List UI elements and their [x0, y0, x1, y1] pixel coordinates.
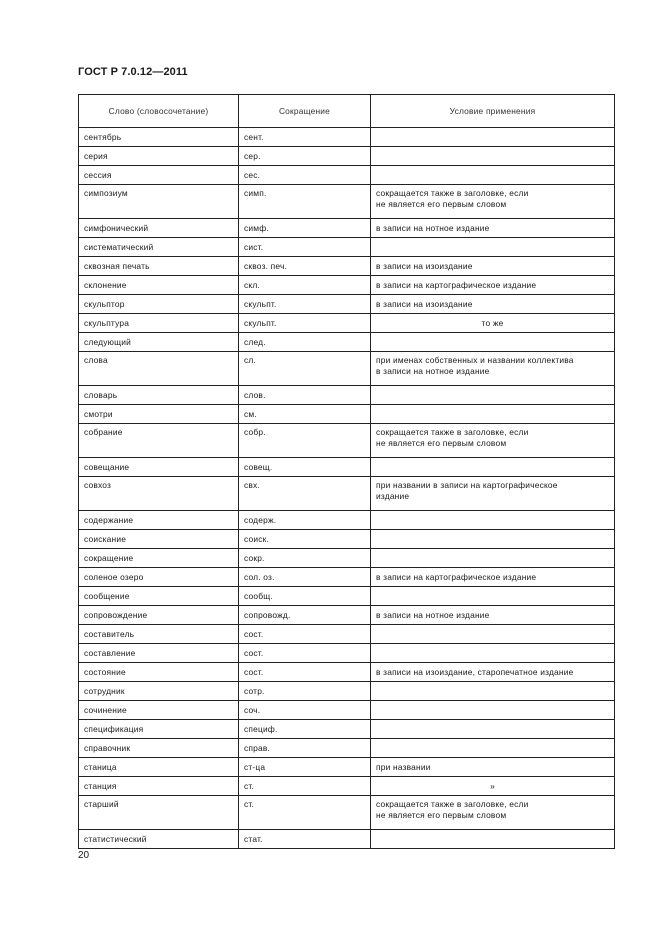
table-row — [79, 257, 615, 276]
table-row — [79, 147, 615, 166]
cell-condition — [371, 511, 615, 530]
table-header-row — [79, 95, 615, 128]
cell-condition — [371, 458, 615, 477]
cell-abbreviation: сист. — [239, 238, 371, 257]
table-row — [79, 386, 615, 405]
cell-abbreviation: скульпт. — [239, 314, 371, 333]
cell-condition: при названии — [371, 758, 615, 777]
cell-condition — [371, 830, 615, 849]
cell-word: смотри — [79, 405, 239, 424]
table-row — [79, 477, 615, 511]
cell-condition — [371, 386, 615, 405]
cell-condition: то же — [371, 314, 615, 333]
table-row — [79, 587, 615, 606]
table-row — [79, 720, 615, 739]
cell-word: склонение — [79, 276, 239, 295]
cell-condition: в записи на изоиздание — [371, 295, 615, 314]
cell-word: симпозиум — [79, 185, 239, 219]
cell-word: сопровождение — [79, 606, 239, 625]
cell-condition: в записи на нотное издание — [371, 606, 615, 625]
table-row — [79, 758, 615, 777]
table-row — [79, 549, 615, 568]
cell-word: спецификация — [79, 720, 239, 739]
cell-abbreviation: справ. — [239, 739, 371, 758]
cell-condition: в записи на картографическое издание — [371, 276, 615, 295]
cell-word: состояние — [79, 663, 239, 682]
table-row — [79, 166, 615, 185]
cell-condition — [371, 128, 615, 147]
table-row — [79, 644, 615, 663]
cell-word: соленое озеро — [79, 568, 239, 587]
table-row — [79, 682, 615, 701]
table-row — [79, 830, 615, 849]
cell-abbreviation: ст. — [239, 777, 371, 796]
table-row — [79, 739, 615, 758]
cell-condition — [371, 405, 615, 424]
cell-word: сообщение — [79, 587, 239, 606]
cell-word: справочник — [79, 739, 239, 758]
cell-word: сотрудник — [79, 682, 239, 701]
table-row — [79, 276, 615, 295]
table-row — [79, 625, 615, 644]
cell-condition — [371, 644, 615, 663]
cell-condition: » — [371, 777, 615, 796]
cell-abbreviation: симф. — [239, 219, 371, 238]
table-row — [79, 606, 615, 625]
cell-word: составитель — [79, 625, 239, 644]
cell-condition — [371, 625, 615, 644]
cell-condition: в записи на картографическое издание — [371, 568, 615, 587]
table-row — [79, 128, 615, 147]
cell-abbreviation: соч. — [239, 701, 371, 720]
table-row — [79, 777, 615, 796]
cell-condition: в записи на изоиздание, старопечатное издание — [371, 663, 615, 682]
cell-word: сентябрь — [79, 128, 239, 147]
cell-word: сочинение — [79, 701, 239, 720]
cell-word: станица — [79, 758, 239, 777]
table-row — [79, 701, 615, 720]
table-row — [79, 663, 615, 682]
table-row — [79, 405, 615, 424]
cell-condition: в записи на нотное издание — [371, 219, 615, 238]
table-row — [79, 568, 615, 587]
cell-abbreviation: стат. — [239, 830, 371, 849]
cell-word: содержание — [79, 511, 239, 530]
cell-word: совещание — [79, 458, 239, 477]
cell-abbreviation: собр. — [239, 424, 371, 458]
cell-condition: сокращается также в заголовке, если не является его первым словом — [371, 796, 615, 830]
table-row — [79, 314, 615, 333]
cell-word: сокращение — [79, 549, 239, 568]
cell-condition: сокращается также в заголовке, если не является его первым словом — [371, 185, 615, 219]
cell-abbreviation: сес. — [239, 166, 371, 185]
cell-abbreviation: слов. — [239, 386, 371, 405]
cell-condition — [371, 238, 615, 257]
cell-abbreviation: скульпт. — [239, 295, 371, 314]
cell-word: скульптор — [79, 295, 239, 314]
cell-word: серия — [79, 147, 239, 166]
table-row — [79, 295, 615, 314]
cell-word: станция — [79, 777, 239, 796]
cell-abbreviation: скл. — [239, 276, 371, 295]
cell-word: систематический — [79, 238, 239, 257]
table-row — [79, 333, 615, 352]
cell-condition — [371, 530, 615, 549]
table-row — [79, 238, 615, 257]
cell-word: сквозная печать — [79, 257, 239, 276]
cell-abbreviation: ст-ца — [239, 758, 371, 777]
cell-word: старший — [79, 796, 239, 830]
cell-word: симфонический — [79, 219, 239, 238]
table-row — [79, 530, 615, 549]
cell-abbreviation: см. — [239, 405, 371, 424]
cell-condition — [371, 147, 615, 166]
table-row — [79, 352, 615, 386]
document-title: ГОСТ Р 7.0.12—2011 — [78, 66, 188, 78]
cell-abbreviation: свх. — [239, 477, 371, 511]
cell-word: соискание — [79, 530, 239, 549]
table-row — [79, 219, 615, 238]
cell-abbreviation: сквоз. печ. — [239, 257, 371, 276]
table-row — [79, 796, 615, 830]
cell-abbreviation: сол. оз. — [239, 568, 371, 587]
cell-abbreviation: специф. — [239, 720, 371, 739]
cell-abbreviation: содерж. — [239, 511, 371, 530]
cell-abbreviation: сопровожд. — [239, 606, 371, 625]
column-header-abbreviation: Сокращение — [239, 95, 371, 128]
cell-word: собрание — [79, 424, 239, 458]
cell-abbreviation: сокр. — [239, 549, 371, 568]
abbreviations-table — [78, 94, 615, 849]
cell-condition: сокращается также в заголовке, если не является его первым словом — [371, 424, 615, 458]
cell-abbreviation: ст. — [239, 796, 371, 830]
cell-condition — [371, 587, 615, 606]
table-row — [79, 511, 615, 530]
cell-condition — [371, 720, 615, 739]
table-row — [79, 185, 615, 219]
cell-word: слова — [79, 352, 239, 386]
cell-abbreviation: сообщ. — [239, 587, 371, 606]
cell-condition — [371, 166, 615, 185]
cell-abbreviation: сост. — [239, 625, 371, 644]
cell-condition: в записи на изоиздание — [371, 257, 615, 276]
cell-word: статистический — [79, 830, 239, 849]
cell-word: совхоз — [79, 477, 239, 511]
column-header-word: Слово (словосочетание) — [79, 95, 239, 128]
cell-word: скульптура — [79, 314, 239, 333]
cell-word: следующий — [79, 333, 239, 352]
cell-abbreviation: сл. — [239, 352, 371, 386]
cell-abbreviation: сост. — [239, 663, 371, 682]
cell-condition — [371, 682, 615, 701]
cell-abbreviation: совещ. — [239, 458, 371, 477]
cell-abbreviation: сер. — [239, 147, 371, 166]
cell-abbreviation: сотр. — [239, 682, 371, 701]
cell-condition: при названии в записи на картографическое издание — [371, 477, 615, 511]
cell-condition — [371, 333, 615, 352]
cell-word: сессия — [79, 166, 239, 185]
column-header-condition: Условие применения — [371, 95, 615, 128]
table-row — [79, 458, 615, 477]
cell-abbreviation: след. — [239, 333, 371, 352]
table-body — [79, 128, 615, 849]
cell-abbreviation: сост. — [239, 644, 371, 663]
table-row — [79, 424, 615, 458]
cell-word: словарь — [79, 386, 239, 405]
cell-abbreviation: симп. — [239, 185, 371, 219]
cell-condition — [371, 739, 615, 758]
page-number: 20 — [78, 850, 90, 861]
cell-word: составление — [79, 644, 239, 663]
cell-condition — [371, 701, 615, 720]
cell-condition: при именах собственных и названии коллектива в записи на нотное издание — [371, 352, 615, 386]
cell-condition — [371, 549, 615, 568]
cell-abbreviation: соиск. — [239, 530, 371, 549]
cell-abbreviation: сент. — [239, 128, 371, 147]
